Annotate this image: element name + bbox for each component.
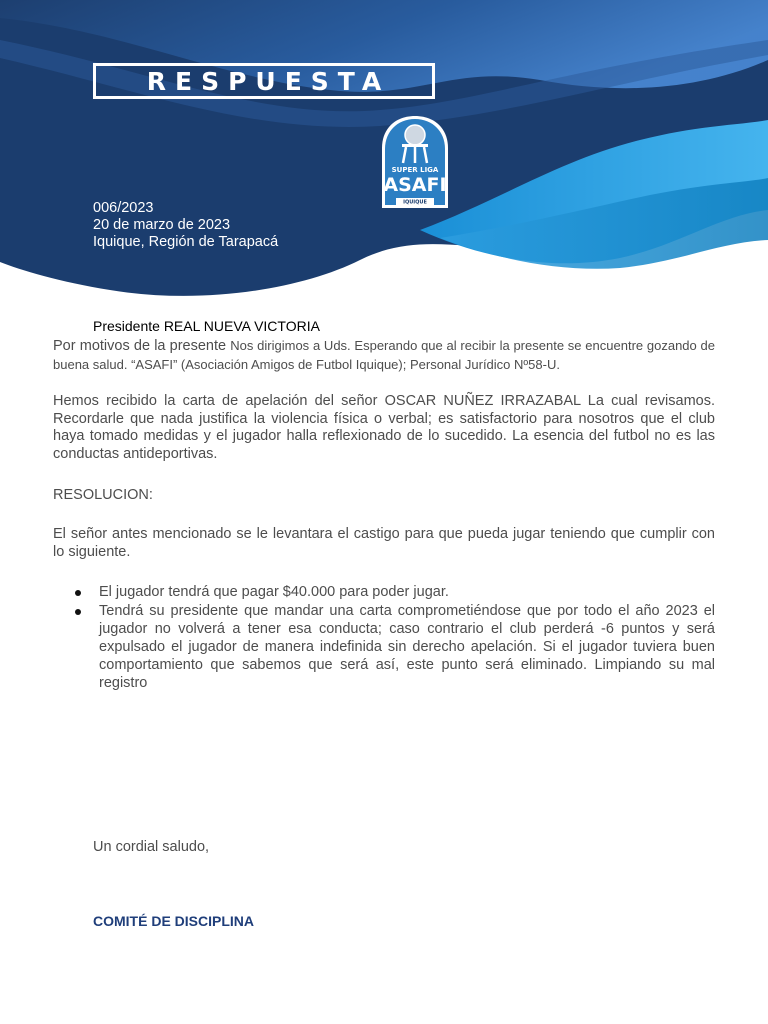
conditions-list	[53, 583, 715, 693]
svg-text:SUPER LIGA: SUPER LIGA	[391, 166, 439, 174]
document-number: 006/2023	[93, 200, 154, 216]
document-place: Iquique, Región de Tarapacá	[93, 234, 279, 250]
list-item	[53, 602, 715, 692]
title-box	[93, 63, 435, 99]
intro-rest: Nos dirigimos a Uds. Esperando que al recibir la presente se encuentre gozando de buena salud. “ASAFI” (Asociación Amigos de Futbol Iquique); Personal Jurídico Nº58-U.	[53, 338, 715, 372]
closing-greeting: Un cordial saludo,	[93, 839, 210, 855]
intro-paragraph	[53, 337, 715, 374]
intro-lead: Por motivos de la presente	[53, 338, 227, 354]
svg-text:IQUIQUE: IQUIQUE	[403, 199, 427, 206]
asafi-logo-icon	[376, 113, 454, 213]
paragraph-resolution: El señor antes mencionado se le levantara el castigo para que pueda jugar teniendo que cumplir con lo siguiente.	[53, 526, 715, 560]
signature: COMITÉ DE DISCIPLINA	[93, 913, 255, 929]
bullet-icon	[75, 590, 81, 596]
addressee: Presidente REAL NUEVA VICTORIA	[93, 318, 320, 334]
paragraph-appeal: Hemos recibido la carta de apelación del señor OSCAR NUÑEZ IRRAZABAL La cual revisamos. Recordarle que nada justifica la violencia física o verbal; es satisfactorio para nosotros que el club haya tomado medidas y el jugador halla reflexionado de lo sucedido. La esencia del futbol no es las conductas antideportivas.	[53, 393, 715, 462]
list-item	[53, 583, 715, 601]
document-meta	[93, 200, 278, 251]
document-date: 20 de marzo de 2023	[93, 217, 231, 233]
document-title: RESPUESTA	[146, 66, 391, 96]
resolution-heading: RESOLUCION:	[53, 487, 153, 503]
bullet-icon	[75, 609, 81, 615]
condition-text: El jugador tendrá que pagar $40.000 para poder jugar.	[99, 584, 449, 600]
svg-text:ASAFI: ASAFI	[383, 174, 447, 196]
condition-text: Tendrá su presidente que mandar una carta comprometiéndose que por todo el año 2023 el jugador no volverá a tener esa conducta; caso contrario el club perderá -6 puntos y será expulsado el jugador de manera indefinida sin derecho apelación. Si el jugador tuviera buen comportamiento que sabemos que será así, este punto será eliminado. Limpiando su mal registro	[99, 603, 715, 691]
